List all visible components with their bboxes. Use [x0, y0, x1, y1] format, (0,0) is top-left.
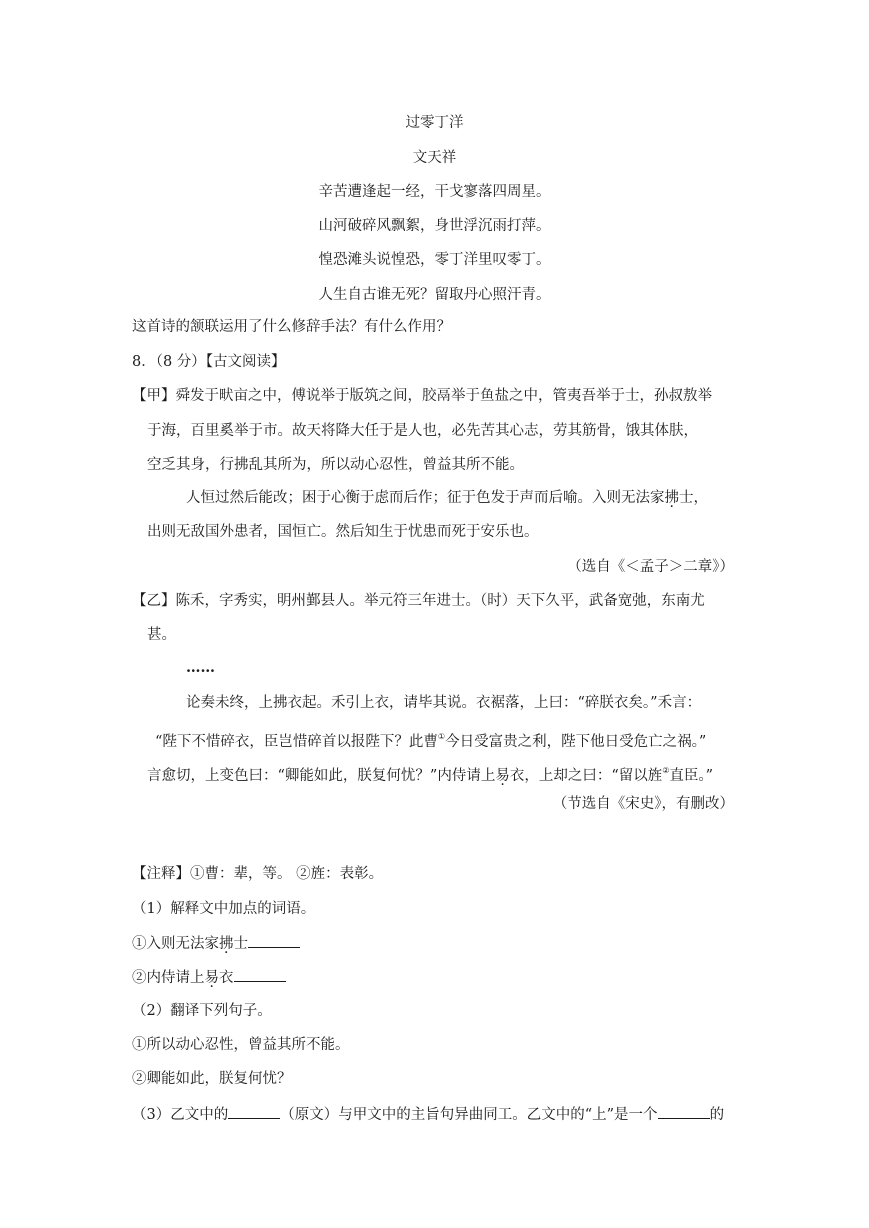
sub-question-1-item: ②内侍请上易衣 [132, 966, 286, 988]
jia-source: （选自《＜孟子＞二章》） [567, 559, 734, 575]
jia-line: 空乏其身，行拂乱其所为，所以动心忍性，曾益其所不能。 [147, 457, 524, 473]
answer-blank[interactable] [658, 1103, 710, 1119]
poem-line: 惶恐滩头说惶恐，零丁洋里叹零丁。 [318, 252, 551, 268]
poem-question: 这首诗的颔联运用了什么修辞手法？有什么作用？ [132, 319, 451, 335]
yi-source: （节选自《宋史》，有删改） [552, 796, 734, 812]
yi-line: 【乙】陈禾，字秀实，明州鄞县人。举元符三年进士。（时）天下久平，武备宽弛，东南尤 [132, 593, 705, 609]
answer-blank[interactable] [234, 966, 286, 982]
ellipsis: …… [186, 659, 215, 676]
poem-line: 山河破碎风飘絮，身世浮沉雨打萍。 [318, 218, 551, 234]
dotted-char: 易 [204, 970, 219, 986]
jia-line: 人恒过然后能改；困于心衡于虑而后作；征于色发于声而后喻。入则无法家拂士， [186, 490, 708, 506]
sub-question-2-item: ①所以动心忍性，曾益其所不能。 [132, 1037, 350, 1053]
question-8-header: 8．（8 分）【古文阅读】 [132, 354, 286, 370]
yi-line: 论奏未终，上拂衣起。禾引上衣，请毕其说。衣裾落，上曰：“碎朕衣矣。”禾言： [186, 695, 702, 711]
poem-author: 文天祥 [412, 150, 457, 166]
note-marker: ① [437, 732, 446, 741]
poem-line: 辛苦遭逢起一经，干戈寥落四周星。 [318, 184, 551, 200]
jia-line: 于海，百里奚举于市。故天将降大任于是人也，必先苦其心志，劳其筋骨，饿其体肤， [147, 423, 698, 439]
annotations: 【注释】①曹：辈，等。 ②旌：表彰。 [132, 866, 384, 882]
dotted-char: 易 [495, 768, 510, 784]
yi-line: 甚。 [147, 627, 176, 643]
note-marker: ② [662, 766, 670, 775]
jia-line: 出则无敌国外患者，国恒亡。然后知生于忧患而死于安乐也。 [147, 524, 539, 540]
dotted-char: 拂 [664, 490, 679, 506]
sub-question-2-item: ②卿能如此，朕复何忧？ [132, 1071, 292, 1087]
answer-blank[interactable] [228, 1103, 280, 1119]
poem-title: 过零丁洋 [405, 115, 464, 131]
poem-line: 人生自古谁无死？留取丹心照汗青。 [318, 287, 551, 303]
yi-line: “陛下不惜碎衣，臣岂惜碎首以报陛下？此曹①今日受富贵之利，陛下他日受危亡之祸。” [155, 732, 707, 750]
yi-line: 言愈切，上变色曰：“卿能如此，朕复何忧？”内侍请上易衣，上却之曰：“留以旌②直臣。” [147, 766, 714, 784]
answer-blank[interactable] [248, 932, 300, 948]
sub-question-3: （3）乙文中的 （原文）与甲文中的主旨句异曲同工。乙文中的“上”是一个 的 [132, 1103, 724, 1125]
sub-question-1: （1）解释文中加点的词语。 [132, 901, 316, 917]
dotted-char: 拂 [219, 936, 234, 952]
sub-question-1-item: ①入则无法家拂士 [132, 932, 300, 954]
jia-line: 【甲】舜发于畎亩之中，傅说举于版筑之间，胶鬲举于鱼盐之中，管夷吾举于士，孙叔敖举 [132, 388, 712, 404]
sub-question-2: （2）翻译下列句子。 [132, 1003, 272, 1019]
